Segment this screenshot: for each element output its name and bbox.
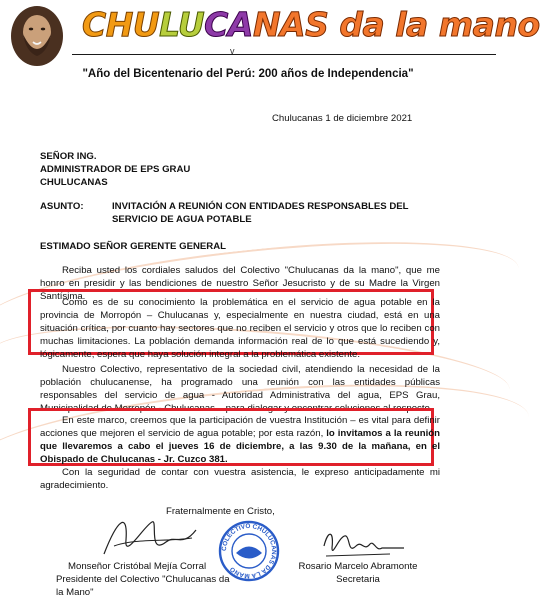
signature-left bbox=[56, 560, 236, 599]
banner-title bbox=[82, 2, 540, 48]
signature-left-name: Monseñor Cristóbal Mejía Corral bbox=[68, 561, 207, 572]
closing: Fraternalmente en Cristo, bbox=[166, 506, 275, 517]
recipient-line-2: ADMINISTRADOR DE EPS GRAU bbox=[40, 164, 191, 175]
subject-text: INVITACIÓN A REUNIÓN CON ENTIDADES RESPONSABLES DEL SERVICIO DE AGUA POTABLE bbox=[112, 201, 409, 225]
motto-heading: "Año del Bicentenario del Perú: 200 años de Independencia" bbox=[82, 68, 414, 80]
recipient-line-1: SEÑOR ING. bbox=[40, 151, 97, 162]
paragraph-problem: Como es de su conocimiento la problemática en el servicio de agua potable en la provincia de Morropón – Chulucanas y, especialmente en nuestra ciudad, está en una situación crítica, por cuanto hay sectores que no reciben el servicio y otros que lo reciben con muchas limitaciones. La población demanda información real de lo que está sucediendo y, lógicamente, espera que haya solución integral a la problemática existente. bbox=[40, 297, 440, 360]
banner-mark: v bbox=[230, 46, 235, 56]
paragraph-thanks: Con la seguridad de contar con vuestra asistencia, le expreso anticipadamente mi agradecimiento. bbox=[40, 467, 440, 491]
header-divider bbox=[72, 54, 496, 55]
signature-right bbox=[288, 560, 428, 586]
greeting: ESTIMADO SEÑOR GERENTE GENERAL bbox=[40, 241, 227, 252]
paragraph-invitation bbox=[40, 414, 440, 466]
jesus-portrait-logo bbox=[4, 0, 70, 66]
stamp-text: COLECTIVO CHULUCANAS DA LA MANO bbox=[220, 522, 278, 580]
signature-right-name: Rosario Marcelo Abramonte bbox=[298, 561, 418, 572]
invitation-details: lo invitamos a la reunión que llevaremos a cabo el jueves 16 de diciembre, a las 9.30 de la mañana, en el Obispado de Chulucanas - Jr. Cuzco 381. bbox=[40, 428, 440, 465]
banner-part-2: LU bbox=[159, 5, 205, 44]
banner-part-3: CA bbox=[204, 5, 253, 44]
signature-right-title: Secretaria bbox=[336, 574, 380, 585]
banner-part-4: NAS da la mano bbox=[252, 5, 540, 44]
recipient-line-3: CHULUCANAS bbox=[40, 177, 108, 188]
signature-left-scribble bbox=[96, 508, 206, 568]
subject-label: ASUNTO: bbox=[40, 201, 84, 212]
invitation-text: En este marco, creemos que la participación de vuestra Institución – es vital para definir acciones que mejoren el servicio de agua potable; por esta razón, bbox=[40, 415, 440, 439]
paragraph-greeting: Reciba usted los cordiales saludos del Colectivo "Chulucanas da la mano", que me honro en presidir y las bendiciones de nuestro Señor Jesucristo y de su Madre la Virgen Santísima. bbox=[40, 265, 440, 302]
letter-date: Chulucanas 1 de diciembre 2021 bbox=[272, 113, 413, 124]
subject-block bbox=[40, 200, 435, 226]
paragraph-collective: Nuestro Colectivo, representativo de la sociedad civil, atendiendo la necesidad de la población chulucanense, ha programado una reunión con las entidades públicas responsables del servicio de agua - Autoridad Administrativa del agua, EPS Grau, Municipalidad de Morropón - Chulucanas – para dialogar y encontrar soluciones al respecto. bbox=[40, 364, 440, 414]
banner-part-1: CHU bbox=[82, 5, 160, 44]
signature-left-title: Presidente del Colectivo "Chulucanas da la Mano" bbox=[56, 574, 230, 598]
